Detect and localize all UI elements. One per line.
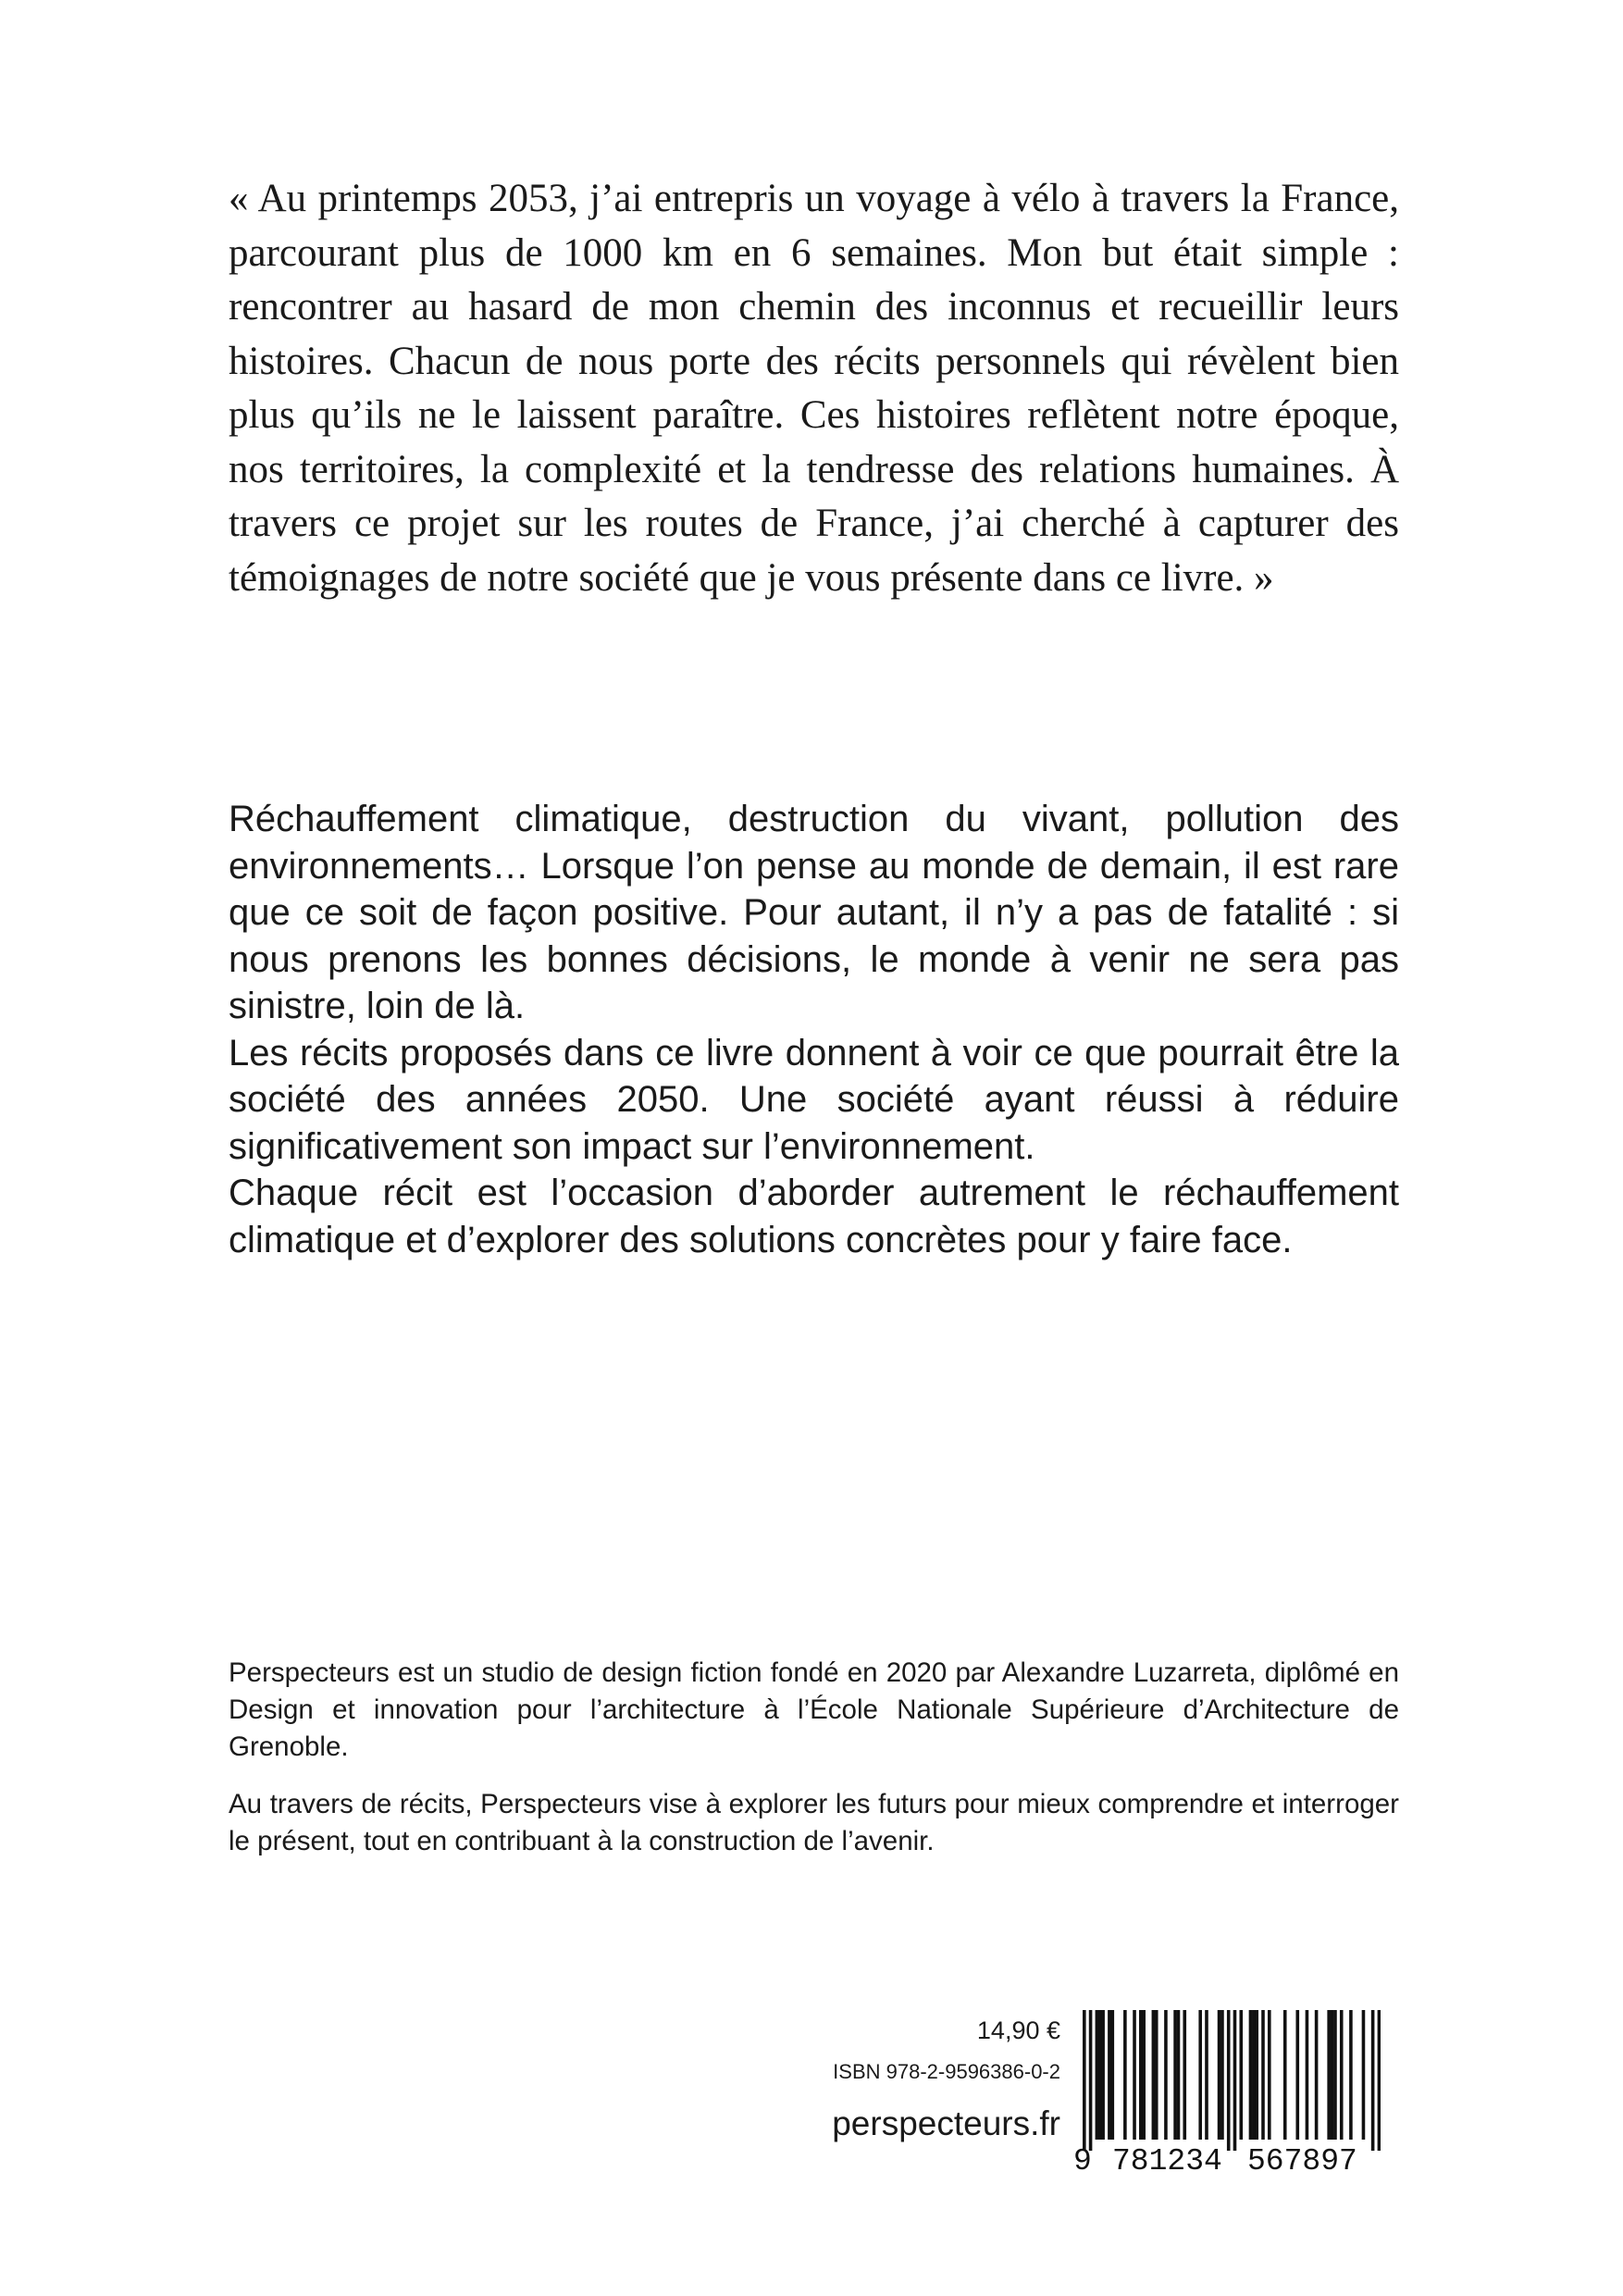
barcode-bar <box>1108 2010 1111 2140</box>
barcode-bar <box>1177 2010 1181 2140</box>
barcode-right-group: 567897 <box>1247 2144 1357 2178</box>
barcode-bar <box>1139 2010 1143 2140</box>
barcode-guard-bar <box>1227 2010 1231 2151</box>
barcode-left-group: 781234 <box>1112 2144 1222 2178</box>
book-summary <box>229 796 1399 1263</box>
barcode-bar <box>1220 2010 1224 2140</box>
barcode-bar <box>1218 2010 1221 2140</box>
website-label: perspecteurs.fr <box>832 2104 1060 2142</box>
barcode-bar <box>1173 2010 1177 2140</box>
back-cover-info <box>832 2014 1060 2145</box>
barcode-bar <box>1142 2010 1146 2140</box>
barcode-bar <box>1315 2010 1319 2140</box>
barcode-bar <box>1261 2010 1265 2140</box>
summary-paragraph: Chaque récit est l’occasion d’aborder autrement le réchauffement climatique et d’explorer des solutions concrètes pour y faire face. <box>229 1173 1399 1260</box>
barcode-bars <box>1083 2010 1381 2151</box>
barcode-bar <box>1155 2010 1158 2140</box>
barcode-guard-bar <box>1371 2010 1375 2151</box>
barcode-bar <box>1340 2010 1344 2140</box>
barcode-bar <box>1198 2010 1202 2140</box>
summary-paragraph: Réchauffement climatique, destruction du vivant, pollution des environnements… Lorsque l’on pense au monde de demain, il est rare que ce soit de façon positive. Pour autant, il n’y a pas de fatalité : si nous prenons les bonnes décisions, le monde à venir ne sera pas sinistre, loin de là. <box>229 799 1399 1026</box>
barcode-bar <box>1152 2010 1156 2140</box>
barcode-guard-bar <box>1233 2010 1237 2151</box>
about-paragraph: Au travers de récits, Perspecteurs vise à explorer les futurs pour mieux comprendre et interroger le présent, tout en contribuant à la construction de l’avenir. <box>229 1789 1399 1856</box>
barcode-first-digit: 9 <box>1073 2144 1092 2178</box>
barcode-digits <box>1073 2143 1388 2184</box>
publisher-about <box>229 1655 1399 1880</box>
barcode-bar <box>1283 2010 1287 2140</box>
barcode-bar <box>1205 2010 1208 2140</box>
barcode-guard-bar <box>1089 2010 1093 2151</box>
isbn-label: ISBN 978-2-9596386-0-2 <box>833 2060 1060 2083</box>
barcode-bar <box>1111 2010 1115 2140</box>
price-label: 14,90 € <box>976 2017 1060 2044</box>
barcode-bar <box>1252 2010 1256 2140</box>
barcode-guard-bar <box>1378 2010 1381 2151</box>
barcode-bar <box>1098 2010 1102 2140</box>
barcode-bar <box>1133 2010 1136 2140</box>
barcode-bar <box>1183 2010 1186 2140</box>
barcode-bar <box>1096 2010 1099 2140</box>
back-cover-quote: « Au printemps 2053, j’ai entrepris un voyage à vélo à travers la France, parcourant plus de 1000 km en 6 semaines. Mon but était simple : rencontrer au hasard de mon chemin des inconnus et recueillir leurs histoires. Chacun de nous porte des récits personnels qui révèlent bien plus qu’ils ne le laissent paraître. Ces histoires reflètent notre époque, nos territoires, la complexité et la tendresse des relations humaines. À travers ce projet sur les routes de France, j’ai cherché à capturer des témoignages de notre société que je vous présente dans ce livre. » <box>229 177 1399 600</box>
barcode-guard-bar <box>1083 2010 1086 2151</box>
barcode-bar <box>1268 2010 1271 2140</box>
barcode-bar <box>1327 2010 1331 2140</box>
about-paragraph: Perspecteurs est un studio de design fiction fondé en 2020 par Alexandre Luzarreta, diplômé en Design et innovation pour l’architecture à l’École Nationale Supérieure d’Architecture de Grenoble. <box>229 1657 1399 1762</box>
barcode-bar <box>1333 2010 1337 2140</box>
barcode-bar <box>1249 2010 1253 2140</box>
barcode-bar <box>1295 2010 1299 2140</box>
barcode-bar <box>1239 2010 1243 2140</box>
barcode-bar <box>1349 2010 1353 2140</box>
barcode-bar <box>1101 2010 1105 2140</box>
barcode-bar <box>1123 2010 1127 2140</box>
barcode-bar <box>1331 2010 1334 2140</box>
isbn-barcode <box>1083 2010 1381 2151</box>
barcode-bar <box>1306 2010 1309 2140</box>
barcode-bar <box>1164 2010 1168 2140</box>
barcode-bar <box>1255 2010 1258 2140</box>
summary-paragraph: Les récits proposés dans ce livre donnent à voir ce que pourrait être la société des années 2050. Une société ayant réussi à réduire significativement son impact sur l’environnement. <box>229 1032 1399 1167</box>
barcode-bar <box>1362 2010 1366 2140</box>
